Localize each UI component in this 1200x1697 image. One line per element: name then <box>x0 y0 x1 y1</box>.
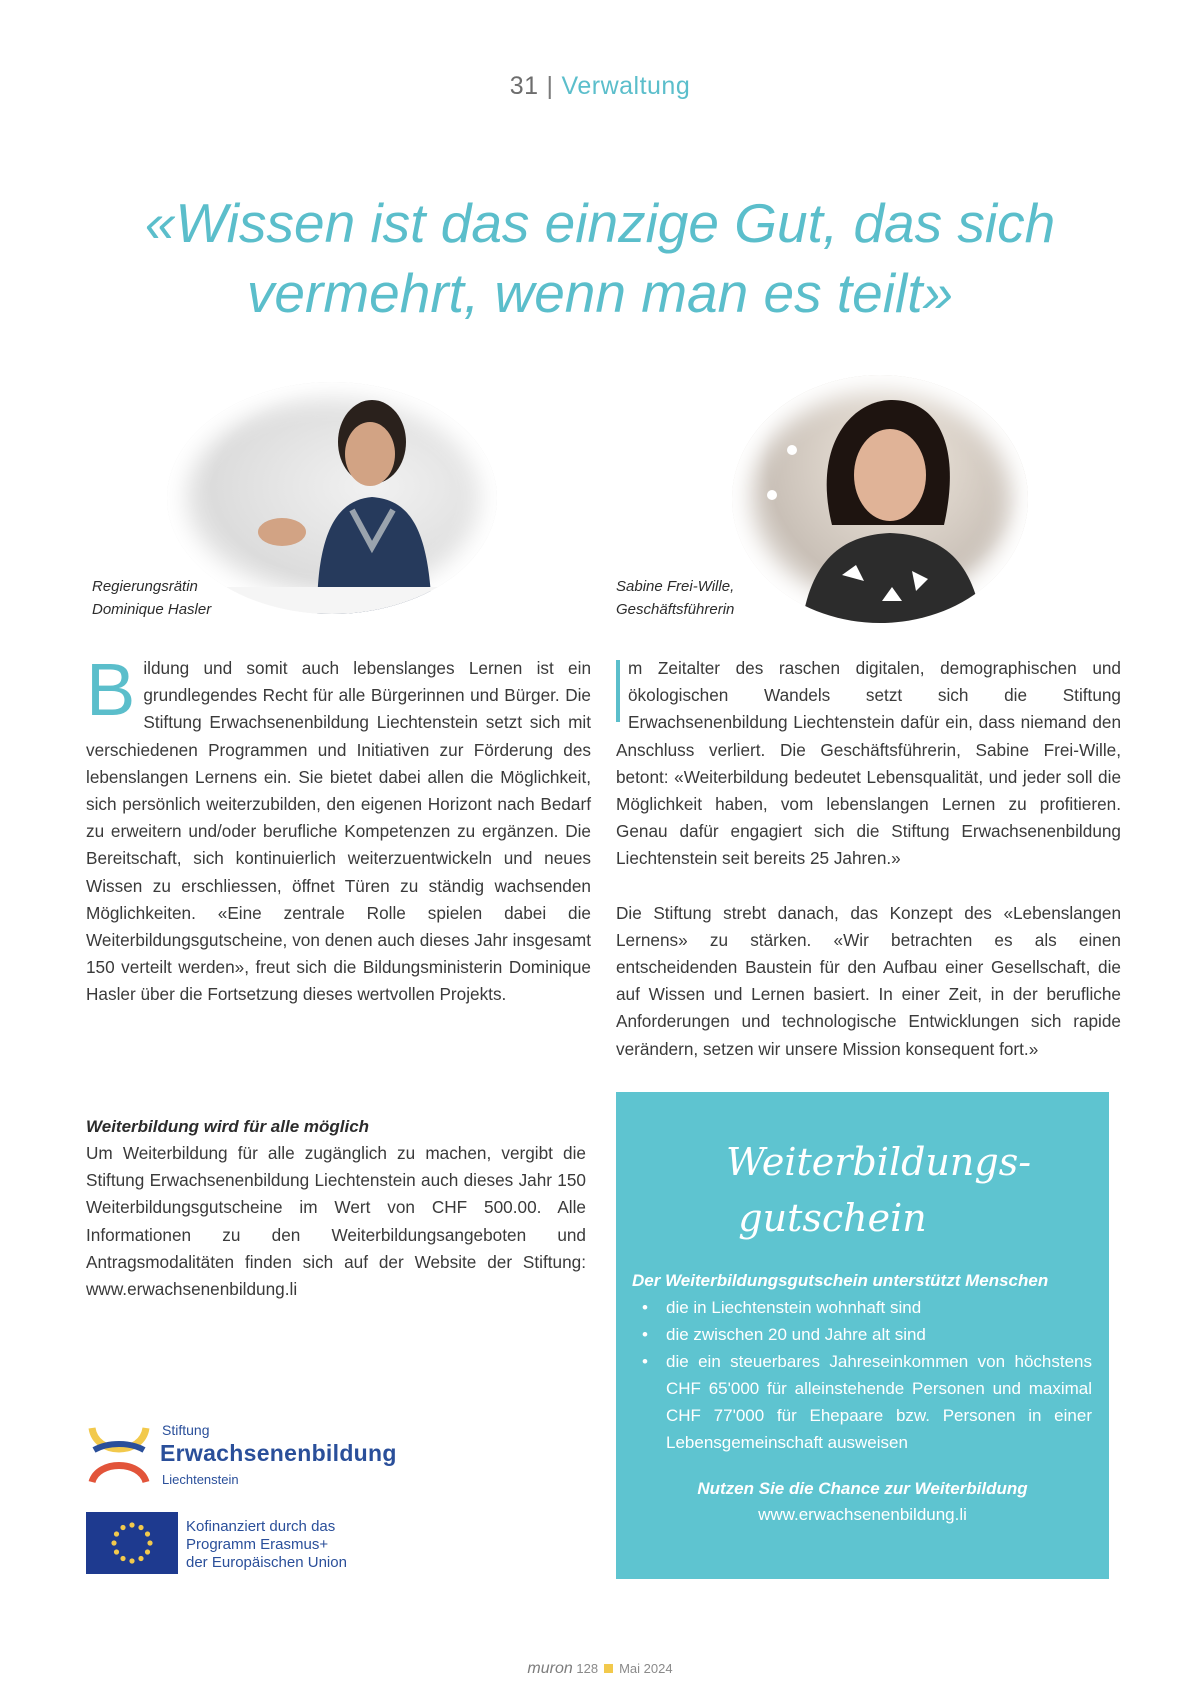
portrait-illustration-left <box>167 382 497 614</box>
eu-cofunding-logo <box>86 1512 406 1574</box>
footer-date: Mai 2024 <box>619 1661 673 1676</box>
eu-text-line2: Programm Erasmus+ <box>186 1536 329 1553</box>
page-number: 31 <box>509 72 539 100</box>
footer-square-icon <box>604 1664 613 1673</box>
eu-text-line1: Kofinanziert durch das <box>186 1518 336 1535</box>
voucher-cta: Nutzen Sie die Chance zur Weiterbildung <box>697 1479 1028 1498</box>
foundation-logo <box>86 1420 416 1490</box>
article-paragraph-3: Die Stiftung strebt danach, das Konzept des «Lebenslangen Lernens» zu stärken. «Wir betrachten es als einen entscheidenden Baustein für den Aufbau einer Gesellschaft, die auf Wissen und Lernen basiert. In einer Zeit, in der berufliche Anforderungen und technologische Entwicklungen sich rapide verändern, setzen wir unsere Mission konsequent fort.» <box>616 902 1121 1059</box>
footer-brand: muron <box>527 1660 573 1677</box>
foundation-logo-line2: Erwachsenenbildung <box>160 1440 397 1466</box>
voucher-script-line1: Weiterbildungs- <box>725 1140 1032 1184</box>
caption-right-line2: Geschäftsführerin <box>616 601 735 618</box>
section-title: Verwaltung <box>561 72 691 100</box>
eu-flag-icon <box>86 1512 178 1574</box>
article-column-left <box>86 648 591 1009</box>
info-text: Um Weiterbildung für alle zugänglich zu machen, vergibt die Stiftung Erwachsenenbildung Liechtenstein auch dieses Jahr 150 Weiterbildungsgutscheine im Wert von CHF 500.00. Alle Informationen zu den Weiterbildungsangeboten und Antragsmodalitäten finden sich auf der Website der Stiftung: www.erwachsenenbildung.li <box>86 1143 586 1300</box>
voucher-criterion: • die ein steuerbares Jahreseinkommen von höchstens CHF 65'000 für alleinstehende Personen und maximal CHF 77'000 für Ehepaare bzw. Personen in einer Lebensgemeinschaft ausweisen <box>632 1348 1092 1456</box>
article-paragraph-2 <box>616 655 1121 873</box>
page-footer <box>0 1660 1200 1678</box>
paragraph-2-text: m Zeitalter des raschen digitalen, demographischen und ökologischen Wandels setzt sich die Stiftung Erwachsenenbildung Liechtenstein dafür ein, dass niemand den Anschluss verliert. Die Geschäftsführerin, Sabine Frei-Wille, betont: «Weiterbildung bedeutet Lebensqualität, und jeder soll die Möglichkeit haben, vom lebenslangen Lernen zu profitieren. Genau dafür engagiert sich die Stiftung Erwachsenenbildung Liechtenstein seit bereits 25 Jahren.» <box>616 658 1121 869</box>
headline-quote: «Wissen ist das einzige Gut, das sich vermehrt, wenn man es teilt» <box>144 192 1056 324</box>
dropcap-i <box>616 660 620 722</box>
voucher-url-link[interactable]: www.erwachsenenbildung.li <box>758 1505 967 1524</box>
info-title: Weiterbildung wird für alle möglich <box>86 1117 370 1136</box>
caption-right <box>616 575 734 621</box>
photo-sabine-frei-wille <box>732 375 1028 623</box>
voucher-criterion: • die zwischen 20 und Jahre alt sind <box>632 1321 1092 1348</box>
eu-text-line3: der Europäischen Union <box>186 1554 347 1571</box>
info-section <box>86 1113 586 1303</box>
caption-right-line1: Sabine Frei-Wille, <box>616 578 735 595</box>
portrait-illustration-right <box>732 375 1028 623</box>
article-paragraph-1: ildung und somit auch lebenslanges Lernen ist ein grundlegendes Recht für alle Bürgerinnen und Bürger. Die Stiftung Erwachsenenbildung Liechtenstein setzt sich mit verschiedenen Programmen und Initiativen zur Förderung des lebenslangen Lernens ein. Sie bietet dabei allen die Möglichkeit, sich persönlich weiterzubilden, den eigenen Horizont nach Bedarf zu erweitern und/oder berufliche Kompetenzen zu ergänzen. Die Bereitschaft, sich kontinuierlich weiterzuentwickeln und neues Wissen zu erschliessen, öffnet Türen zu ständig wachsenden Möglichkeiten. «Eine zentrale Rolle spielen dabei die Weiterbildungsgutscheine, von denen auch dieses Jahr insgesamt 150 verteilt werden», freut sich die Bildungsministerin Dominique Hasler über die Fortsetzung dieses wertvollen Projekts. <box>86 658 591 1005</box>
eu-stars <box>86 1512 178 1574</box>
caption-left-line2: Dominique Hasler <box>92 601 212 618</box>
header-separator: | <box>546 72 554 100</box>
dropcap-b: B <box>86 648 136 731</box>
caption-left <box>92 575 211 621</box>
voucher-criteria-list <box>632 1294 1092 1456</box>
footer-issue: 128 <box>576 1661 599 1676</box>
voucher-box <box>616 1092 1109 1579</box>
caption-left-line1: Regierungsrätin <box>92 578 198 595</box>
foundation-logo-line1: Stiftung <box>162 1422 210 1438</box>
voucher-criterion: • die in Liechtenstein wohnhaft sind <box>632 1294 1092 1321</box>
photo-dominique-hasler <box>167 382 497 614</box>
article-column-right <box>616 655 1121 1063</box>
voucher-lead: Der Weiterbildungsgutschein unterstützt Menschen <box>632 1271 1049 1290</box>
foundation-logo-icon <box>86 1420 152 1486</box>
page-header <box>0 72 1200 101</box>
foundation-logo-line3: Liechtenstein <box>162 1472 239 1487</box>
voucher-script-line2: gutschein <box>738 1196 927 1240</box>
